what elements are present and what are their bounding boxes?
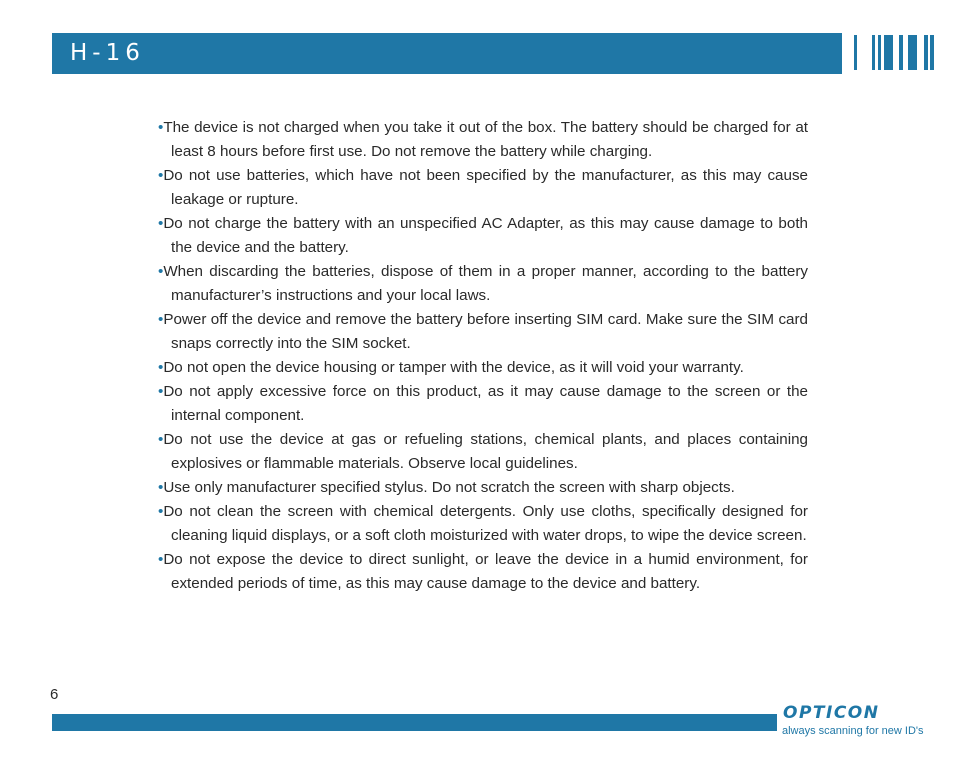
warning-item: •When discarding the batteries, dispose of them in a proper manner, according to the battery manufacturer’s instructions and your local laws. (158, 263, 808, 304)
warning-item: •Do not use batteries, which have not been specified by the manufacturer, as this may cause leakage or rupture. (158, 167, 808, 208)
warning-item: •Power off the device and remove the battery before inserting SIM card. Make sure the SIM card snaps correctly into the SIM socket. (158, 311, 808, 352)
warning-item: •Use only manufacturer specified stylus. Do not scratch the screen with sharp objects. (158, 479, 735, 496)
brand-tagline: always scanning for new ID's (782, 725, 924, 737)
warning-item: •Do not clean the screen with chemical detergents. Only use cloths, specifically designed for cleaning liquid displays, or a soft cloth moisturized with water drops, to wipe the device screen. (158, 503, 808, 544)
warning-item: •Do not use the device at gas or refueling stations, chemical plants, and places containing explosives or flammable materials. Observe local guidelines. (158, 431, 808, 472)
model-title: H-16 (70, 40, 145, 66)
safety-warnings-list (158, 116, 808, 596)
opticon-logo: OPTICON (783, 703, 880, 723)
header-band (52, 33, 842, 74)
page-number: 6 (50, 686, 59, 703)
warning-item: •Do not expose the device to direct sunlight, or leave the device in a humid environment, for extended periods of time, as this may cause damage to the device and battery. (158, 551, 808, 592)
warning-item: •The device is not charged when you take it out of the box. The battery should be charged for at least 8 hours before first use. Do not remove the battery while charging. (158, 119, 808, 160)
barcode-icon (726, 35, 934, 70)
warning-item: •Do not open the device housing or tamper with the device, as it will void your warranty. (158, 359, 744, 376)
warning-item: •Do not apply excessive force on this product, as it may cause damage to the screen or the internal component. (158, 383, 808, 424)
footer-band (52, 714, 777, 731)
warning-item: •Do not charge the battery with an unspecified AC Adapter, as this may cause damage to both the device and the battery. (158, 215, 808, 256)
